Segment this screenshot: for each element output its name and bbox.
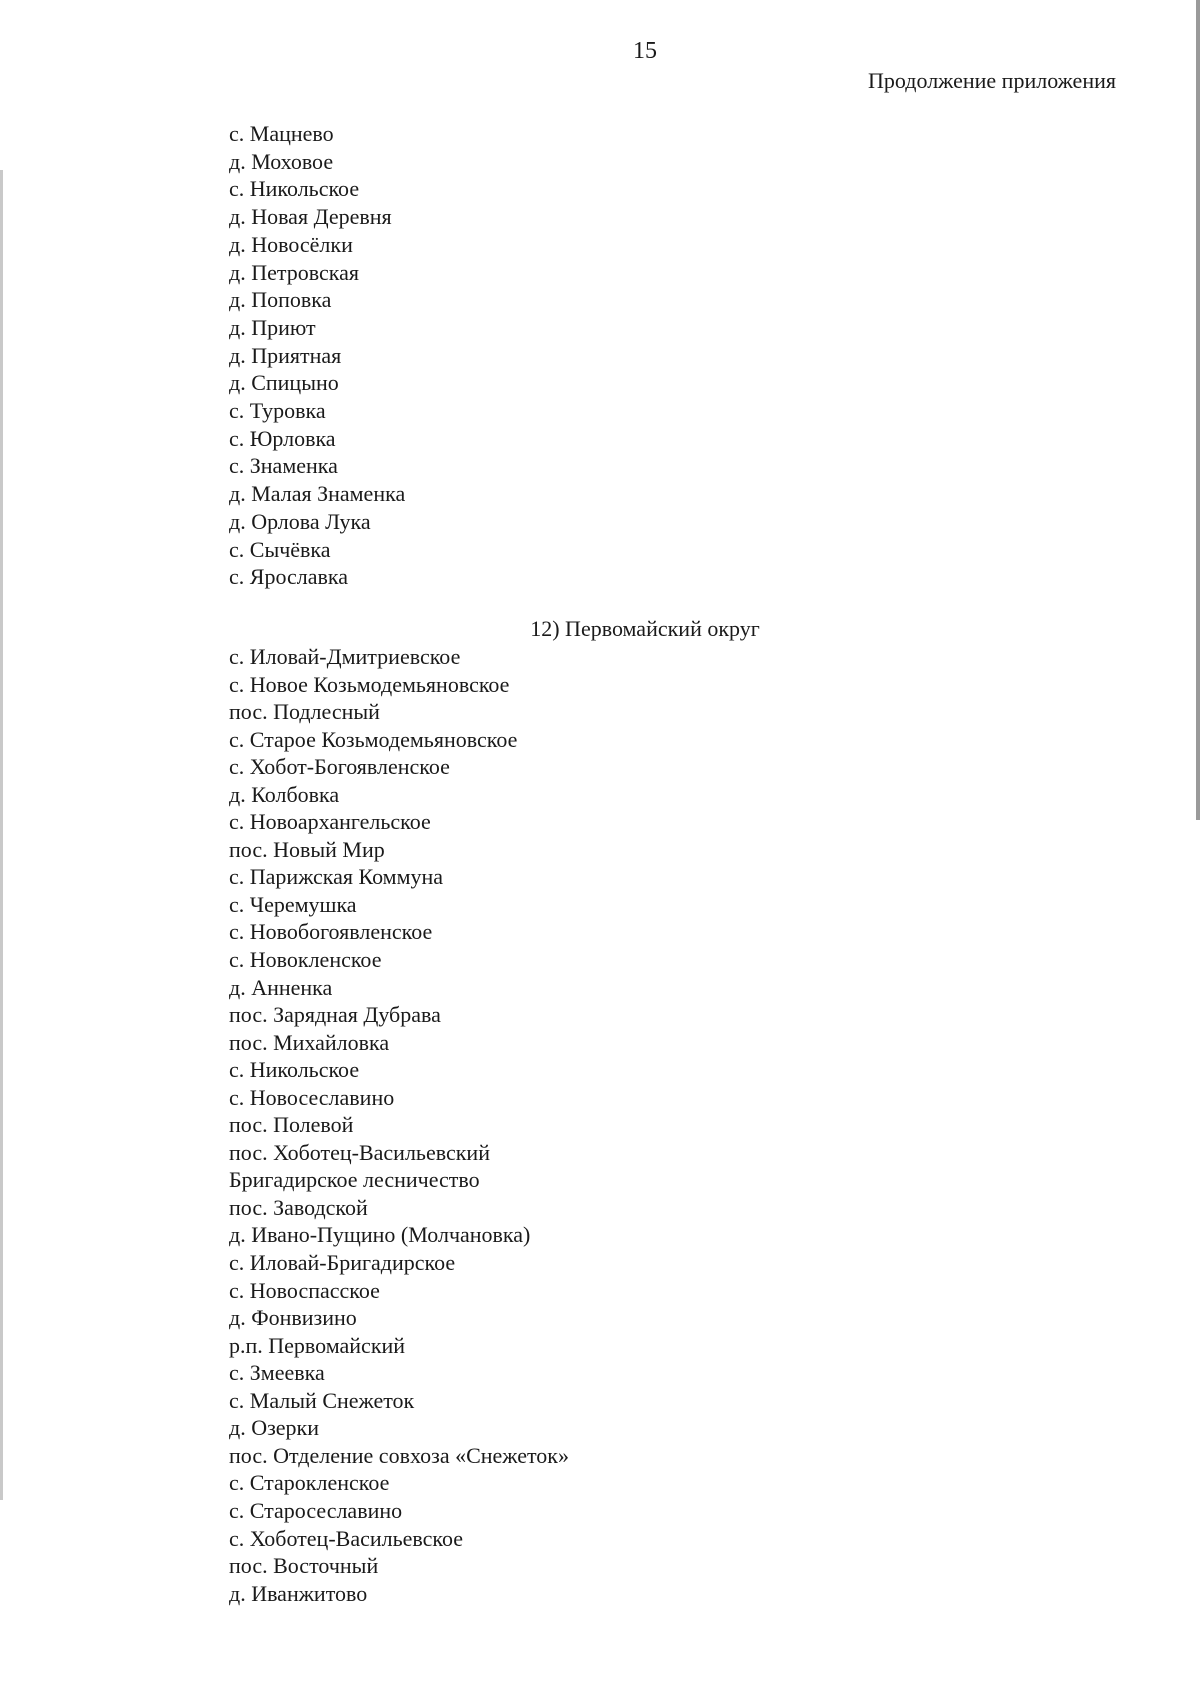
list-item: с. Знаменка	[229, 453, 338, 479]
list-item: д. Орлова Лука	[229, 508, 371, 534]
list-item: пос. Заводской	[229, 1194, 368, 1220]
list-item: с. Малый Снежеток	[229, 1387, 415, 1413]
list-item: с. Новоархангельское	[229, 809, 431, 835]
list-item: с. Новоспасское	[229, 1277, 380, 1303]
list-item: д. Анненка	[229, 974, 333, 1000]
list-item: д. Новая Деревня	[229, 204, 392, 230]
list-item: Бригадирское лесничество	[229, 1167, 480, 1193]
list-item: с. Хобот-Богоявленское	[229, 754, 450, 780]
list-item: д. Приют	[229, 314, 316, 340]
scan-edge-right	[1196, 0, 1200, 820]
settlement-list-continued	[229, 120, 405, 591]
settlement-list-pervomaysky	[229, 643, 569, 1607]
list-item: с. Хоботец-Васильевское	[229, 1525, 464, 1551]
list-item: с. Новокленское	[229, 947, 382, 973]
list-item: д. Спицыно	[229, 370, 339, 396]
list-item: пос. Михайловка	[229, 1029, 390, 1055]
list-item: пос. Полевой	[229, 1112, 354, 1138]
list-item: д. Иванжитово	[229, 1580, 368, 1606]
list-item: пос. Подлесный	[229, 699, 380, 725]
list-item: с. Ярославка	[229, 564, 349, 590]
list-item: пос. Хоботец-Васильевский	[229, 1139, 490, 1165]
section-title: 12) Первомайский округ	[530, 616, 760, 641]
list-item: д. Малая Знаменка	[229, 481, 406, 507]
list-item: с. Старосеславино	[229, 1497, 403, 1523]
list-item: с. Юрловка	[229, 425, 336, 451]
scan-edge-left	[0, 170, 3, 1500]
list-item: д. Колбовка	[229, 781, 340, 807]
list-item: с. Черемушка	[229, 891, 357, 917]
list-item: с. Парижская Коммуна	[229, 864, 444, 890]
list-item: д. Поповка	[229, 287, 332, 313]
list-item: с. Новое Козьмодемьяновское	[229, 671, 510, 697]
list-item: д. Приятная	[229, 342, 342, 368]
list-item: р.п. Первомайский	[229, 1332, 406, 1358]
list-item: пос. Новый Мир	[229, 836, 385, 862]
list-item: с. Старое Козьмодемьяновское	[229, 726, 518, 752]
list-item: с. Иловай-Дмитриевское	[229, 644, 461, 669]
list-item: д. Ивано-Пущино (Молчановка)	[229, 1222, 531, 1248]
list-item: пос. Восточный	[229, 1553, 379, 1579]
continuation-label: Продолжение приложения	[868, 68, 1116, 93]
list-item: с. Мацнево	[229, 121, 334, 146]
list-item: пос. Зарядная Дубрава	[229, 1002, 441, 1028]
list-item: д. Моховое	[229, 148, 334, 174]
list-item: с. Иловай-Бригадирское	[229, 1250, 456, 1276]
list-item: д. Озерки	[229, 1415, 319, 1441]
page-number: 15	[633, 38, 657, 64]
list-item: с. Новосеславино	[229, 1084, 395, 1110]
list-item: д. Фонвизино	[229, 1305, 357, 1331]
list-item: с. Никольское	[229, 176, 360, 202]
list-item: д. Петровская	[229, 259, 359, 285]
list-item: с. Сычёвка	[229, 536, 331, 562]
list-item: с. Змеевка	[229, 1360, 325, 1386]
list-item: с. Новобогоявленское	[229, 919, 433, 945]
list-item: с. Старокленское	[229, 1470, 390, 1496]
list-item: д. Новосёлки	[229, 231, 353, 257]
list-item: пос. Отделение совхоза «Снежеток»	[229, 1442, 569, 1468]
list-item: с. Никольское	[229, 1057, 360, 1083]
list-item: с. Туровка	[229, 398, 326, 424]
